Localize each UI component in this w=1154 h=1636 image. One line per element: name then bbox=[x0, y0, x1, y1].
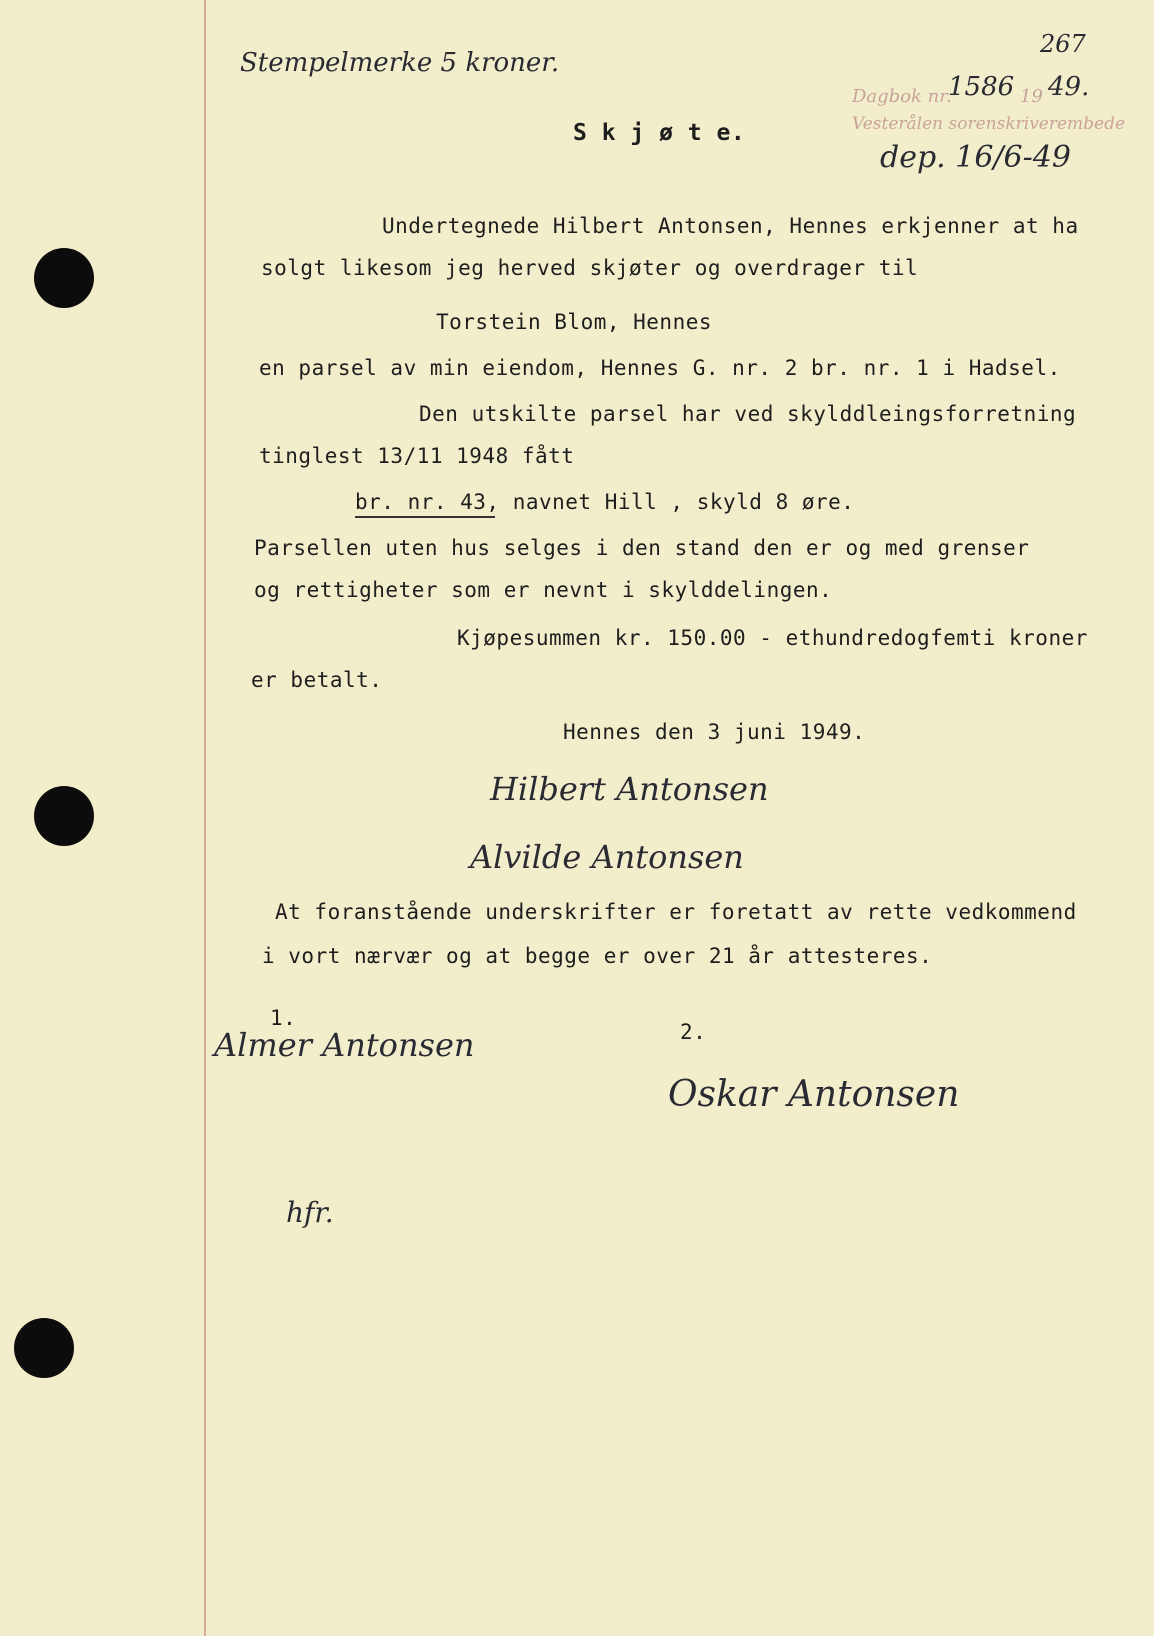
date-note: dep. 16/6-49 bbox=[880, 140, 1071, 175]
body-line-8: Parsellen uten hus selges i den stand den er og med grenser bbox=[254, 536, 1030, 560]
signature-seller-1: Hilbert Antonsen bbox=[490, 770, 769, 808]
registry-office-stamp: Vesterålen sorenskriverembede bbox=[852, 114, 1126, 134]
registry-year: 49. bbox=[1048, 72, 1090, 102]
body-line-11: er betalt. bbox=[251, 668, 383, 692]
registry-number: 1586 bbox=[948, 72, 1015, 102]
registry-year-prefix: 19 bbox=[1020, 86, 1043, 107]
body-line-1: Undertegnede Hilbert Antonsen, Hennes erkjenner at ha bbox=[382, 214, 1079, 238]
attestation-line-2: i vort nærvær og at begge er over 21 år attesteres. bbox=[262, 944, 933, 968]
punch-hole-middle bbox=[34, 786, 94, 846]
body-line-6: tinglest 13/11 1948 fått bbox=[259, 444, 575, 468]
punch-hole-bottom bbox=[14, 1318, 74, 1378]
registry-label: Dagbok nr. bbox=[852, 86, 952, 107]
document-title: S k j ø t e. bbox=[573, 120, 746, 146]
body-line-4: en parsel av min eiendom, Hennes G. nr. 2 br. nr. 1 i Hadsel. bbox=[259, 356, 1061, 380]
witness-1-number: 1. bbox=[270, 1006, 297, 1030]
margin-line bbox=[204, 0, 206, 1636]
body-line-2: solgt likesom jeg herved skjøter og overdrager til bbox=[261, 256, 919, 280]
witness-2-number: 2. bbox=[680, 1020, 707, 1044]
body-line-5: Den utskilte parsel har ved skylddleingsforretning bbox=[419, 402, 1077, 426]
signature-seller-2: Alvilde Antonsen bbox=[470, 838, 744, 876]
witness-2-signature: Oskar Antonsen bbox=[668, 1074, 960, 1115]
attestation-line-1: At foranstående underskrifter er foretatt av rette vedkommend bbox=[275, 900, 1077, 924]
witness-1-signature: Almer Antonsen bbox=[214, 1026, 475, 1064]
place-date: Hennes den 3 juni 1949. bbox=[563, 720, 866, 744]
initials: hfr. bbox=[286, 1196, 334, 1229]
buyer-line: Torstein Blom, Hennes bbox=[436, 310, 713, 334]
stamp-note: Stempelmerke 5 kroner. bbox=[240, 48, 560, 78]
parcel-underline bbox=[355, 516, 495, 518]
page-number: 267 bbox=[1040, 30, 1086, 58]
body-line-10: Kjøpesummen kr. 150.00 - ethundredogfemti kroner bbox=[457, 626, 1088, 650]
body-line-9: og rettigheter som er nevnt i skylddelingen. bbox=[254, 578, 833, 602]
punch-hole-top bbox=[34, 248, 94, 308]
parcel-line: br. nr. 43, navnet Hill , skyld 8 øre. bbox=[355, 490, 855, 514]
